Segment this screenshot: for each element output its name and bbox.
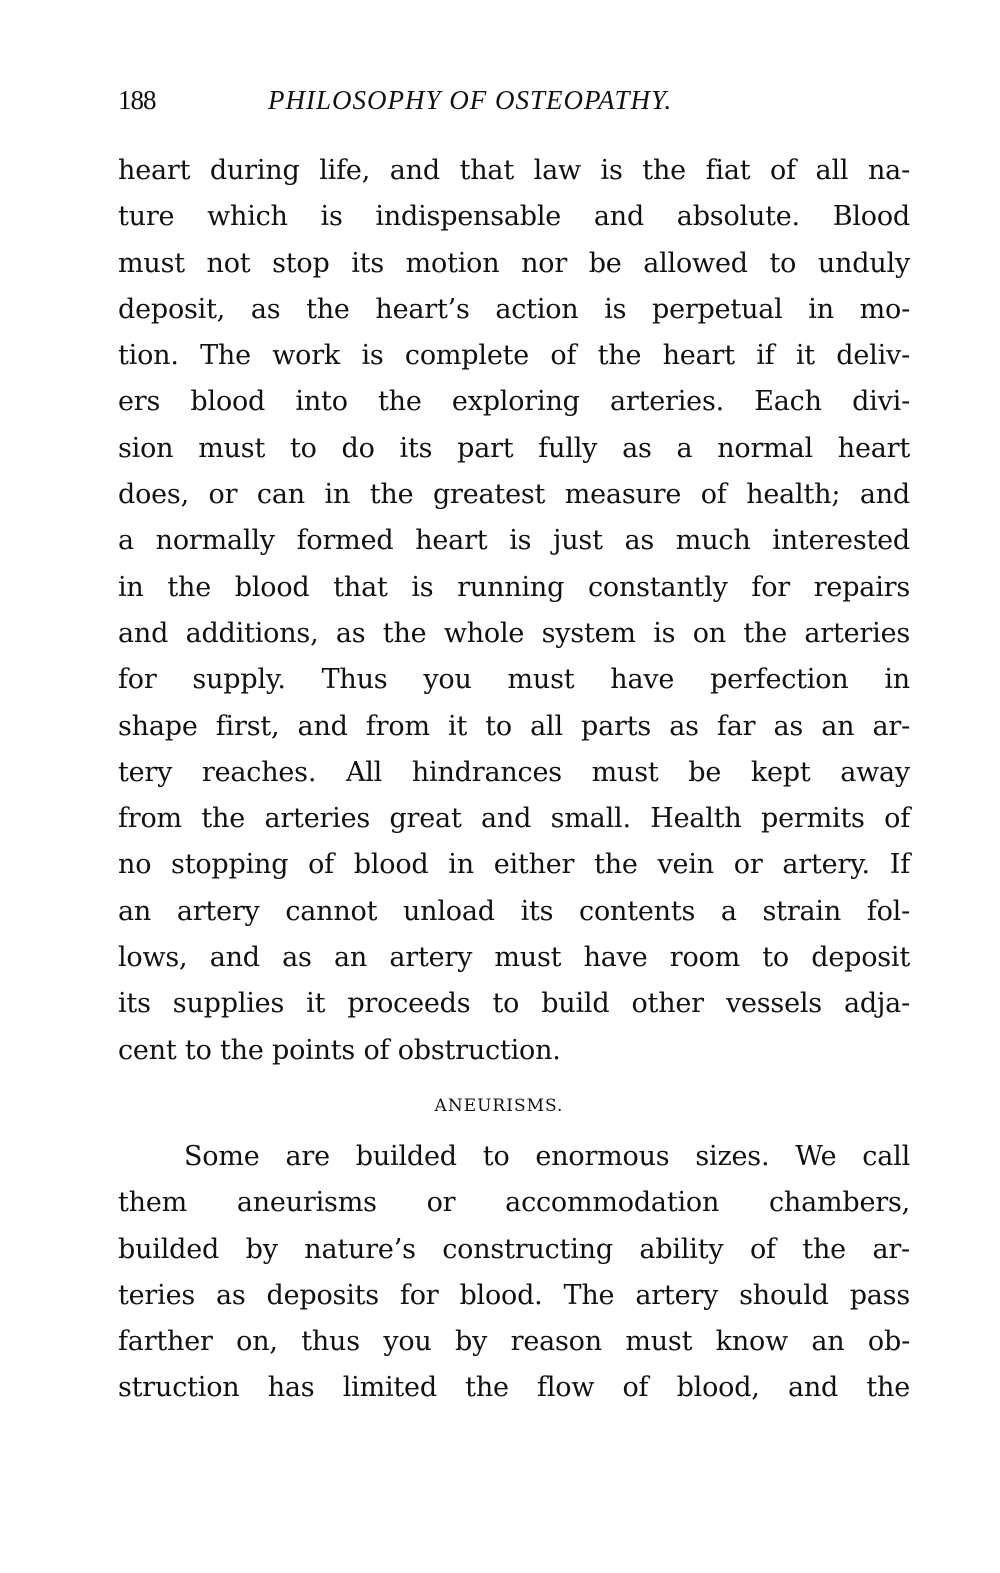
text-line: for supply. Thus you must have perfection in bbox=[118, 664, 910, 696]
text-line: and additions, as the whole system is on the arteries bbox=[118, 617, 910, 649]
book-page bbox=[118, 78, 910, 1412]
text-line: Some are builded to enormous sizes. We call bbox=[184, 1140, 910, 1172]
paragraph-2 bbox=[118, 1134, 910, 1412]
text-line: them aneurisms or accommodation chambers, bbox=[118, 1187, 910, 1219]
text-line: must not stop its motion nor be allowed to unduly bbox=[118, 247, 910, 279]
text-line: does, or can in the greatest measure of health; and bbox=[118, 479, 910, 511]
text-line: heart during life, and that law is the fiat of all na- bbox=[118, 155, 910, 186]
text-line: struction has limited the flow of blood, and the bbox=[118, 1372, 910, 1404]
section-heading: ANEURISMS. bbox=[434, 1095, 564, 1116]
text-line: a normally formed heart is just as much interested bbox=[118, 525, 910, 557]
text-line: in the blood that is running constantly for repairs bbox=[118, 571, 910, 603]
text-line: tery reaches. All hindrances must be kept away bbox=[118, 756, 910, 788]
running-head bbox=[118, 78, 910, 122]
text-line: cent to the points of obstruction. bbox=[118, 1034, 561, 1066]
text-line: tion. The work is complete of the heart if it deliv- bbox=[118, 340, 910, 372]
text-line: no stopping of blood in either the vein or artery. If bbox=[118, 849, 910, 881]
text-line: from the arteries great and small. Health permits of bbox=[118, 803, 910, 835]
paragraph-1 bbox=[118, 148, 910, 1074]
text-line: an artery cannot unload its contents a strain fol- bbox=[118, 895, 910, 927]
running-title: PHILOSOPHY OF OSTEOPATHY. bbox=[268, 85, 673, 115]
text-line: deposit, as the heart’s action is perpetual in mo- bbox=[118, 293, 910, 325]
body-text bbox=[118, 148, 910, 1412]
text-line: sion must to do its part fully as a normal heart bbox=[118, 432, 910, 464]
page-number: 188 bbox=[118, 85, 156, 115]
text-line: lows, and as an artery must have room to deposit bbox=[118, 942, 910, 974]
text-line: its supplies it proceeds to build other vessels adja- bbox=[118, 988, 910, 1020]
text-line: ers blood into the exploring arteries. Each divi- bbox=[118, 386, 910, 418]
text-line: farther on, thus you by reason must know an ob- bbox=[118, 1326, 910, 1358]
text-line: shape first, and from it to all parts as far as an ar- bbox=[118, 710, 910, 742]
text-line: teries as deposits for blood. The artery should pass bbox=[118, 1279, 910, 1311]
text-line: ture which is indispensable and absolute. Blood bbox=[118, 201, 910, 233]
text-line: builded by nature’s constructing ability of the ar- bbox=[118, 1233, 910, 1265]
